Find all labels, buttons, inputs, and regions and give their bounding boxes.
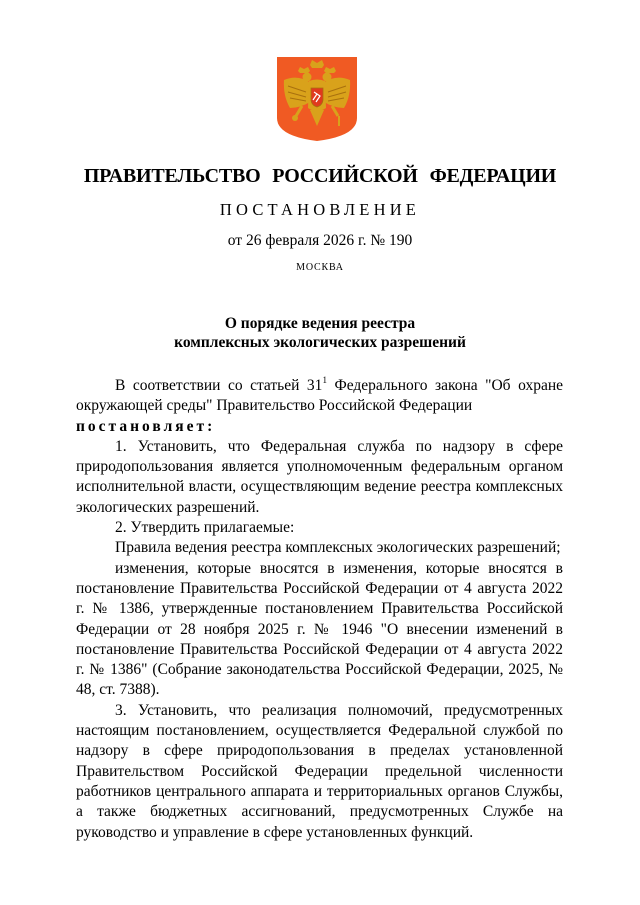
decision-word: постановляет: <box>76 417 216 435</box>
item-2-changes: изменения, которые вносятся в изменения, которые вносятся в постановление Правительства Российской Федерации от 4 августа 2022 г. № 1386, утвержденные постановлением Правительства Российской Федерации от 28 ноября 2025 г. № 1946 "О внесении изменений в постановление Правительства Российской Федерации от 4 августа 2022 г. № 1386" (Собрание законодательства Российской Федерации, 2025, № 48, ст. 7388). <box>76 559 563 699</box>
document-body <box>76 376 563 843</box>
document-city: МОСКВА <box>296 262 344 273</box>
document-date-number: от 26 февраля 2026 г. № 190 <box>227 232 413 249</box>
item-1: 1. Установить, что Федеральная служба по надзору в сфере природопользования является уполномоченным федеральным органом исполнительной власти, осуществляющим ведение реестра комплексных экологических разрешений. <box>76 437 563 516</box>
decision-word-paragraph <box>76 417 563 437</box>
preamble-paragraph <box>76 376 563 417</box>
subject-line-2: комплексных экологических разрешений <box>174 334 466 351</box>
item-2: 2. Утвердить прилагаемые: <box>115 519 295 537</box>
article-superscript: 1 <box>322 374 327 385</box>
document-type: ПОСТАНОВЛЕНИЕ <box>219 200 421 219</box>
preamble-text-end: Федерального закона "Об охране окружающей среды" Правительство Российской Федерации <box>76 377 563 415</box>
government-title: ПРАВИТЕЛЬСТВО РОССИЙСКОЙ ФЕДЕРАЦИИ <box>83 165 557 187</box>
item-3: 3. Установить, что реализация полномочий, предусмотренных настоящим постановлением, осуществляется Федеральной службой по надзору в сфере природопользования в пределах установленной Правительством Российской Федерации предельной численности работников центрального аппарата и территориальных органов Службы, а также бюджетных ассигнований, предусмотренных Службе на руководство и управление в сфере установленных функций. <box>76 701 563 841</box>
subject-line-1: О порядке ведения реестра <box>224 315 416 332</box>
item-2-rules: Правила ведения реестра комплексных экологических разрешений; <box>115 539 561 557</box>
preamble-text-start: В соответствии со статьей 31 <box>115 377 323 394</box>
coat-of-arms-icon <box>276 56 358 142</box>
document-subject <box>0 314 640 352</box>
